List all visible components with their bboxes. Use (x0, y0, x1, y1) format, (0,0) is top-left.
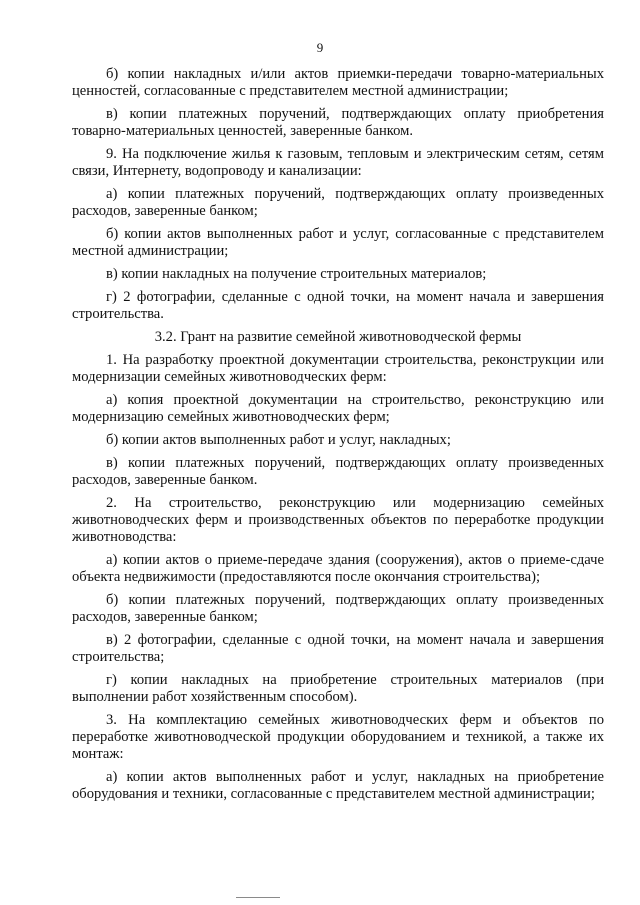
paragraph-2-construction: 2. На строительство, реконструкцию или модернизацию семейных животноводческих ферм и производственных объектов по переработке продукции животноводства: (72, 495, 604, 545)
paragraph-v-material-invoices: в) копии накладных на получение строительных материалов; (106, 266, 487, 282)
paragraph-v-payment-orders: в) копии платежных поручений, подтверждающих оплату приобретения товарно-материальных ценностей, заверенные банком. (72, 106, 604, 139)
paragraph-a-project-copy: а) копия проектной документации на строительство, реконструкцию или модернизацию семейных животноводческих ферм; (72, 392, 604, 425)
paragraph-3-equipment: 3. На комплектацию семейных животноводческих ферм и объектов по переработке животноводческой продукции оборудованием и техникой, а также их монтаж: (72, 712, 604, 762)
paragraph-a-equipment-acts: а) копии актов выполненных работ и услуг, накладных на приобретение оборудования и техники, согласованные с представителем местной администрации; (72, 769, 604, 802)
paragraph-g-photographs: г) 2 фотографии, сделанные с одной точки, на момент начала и завершения строительства. (72, 289, 604, 322)
paragraph-9-utilities-connection: 9. На подключение жилья к газовым, тепловым и электрическим сетям, сетям связи, Интернету, водопроводу и канализации: (72, 146, 604, 179)
page-number: 9 (316, 40, 324, 55)
paragraph-g-material-invoices: г) копии накладных на приобретение строительных материалов (при выполнении работ хозяйственным способом). (72, 672, 604, 705)
paragraph-b-invoices-acts: б) копии накладных и/или актов приемки-передачи товарно-материальных ценностей, согласованные с представителем местной администрации; (72, 66, 604, 99)
paragraph-1-project-documentation: 1. На разработку проектной документации строительства, реконструкции или модернизации семейных животноводческих ферм: (72, 352, 604, 385)
bottom-divider (236, 897, 280, 898)
paragraph-a-payment-orders: а) копии платежных поручений, подтверждающих оплату произведенных расходов, заверенные банком; (72, 186, 604, 219)
section-heading-3-2: 3.2. Грант на развитие семейной животноводческой фермы (154, 329, 522, 345)
paragraph-b-work-acts: б) копии актов выполненных работ и услуг, согласованные с представителем местной администрации; (72, 226, 604, 259)
paragraph-b-work-acts-invoices: б) копии актов выполненных работ и услуг, накладных; (106, 432, 451, 448)
paragraph-b-payment-orders-2: б) копии платежных поручений, подтверждающих оплату произведенных расходов, заверенные банком; (72, 592, 604, 625)
paragraph-a-transfer-acts: а) копии актов о приеме-передаче здания (сооружения), актов о приеме-сдаче объекта недвижимости (предоставляются после окончания строительства); (72, 552, 604, 585)
paragraph-v-photographs-2: в) 2 фотографии, сделанные с одной точки, на момент начала и завершения строительства; (72, 632, 604, 665)
paragraph-v-payment-orders-2: в) копии платежных поручений, подтверждающих оплату произведенных расходов, заверенные банком. (72, 455, 604, 488)
document-body (72, 66, 604, 809)
